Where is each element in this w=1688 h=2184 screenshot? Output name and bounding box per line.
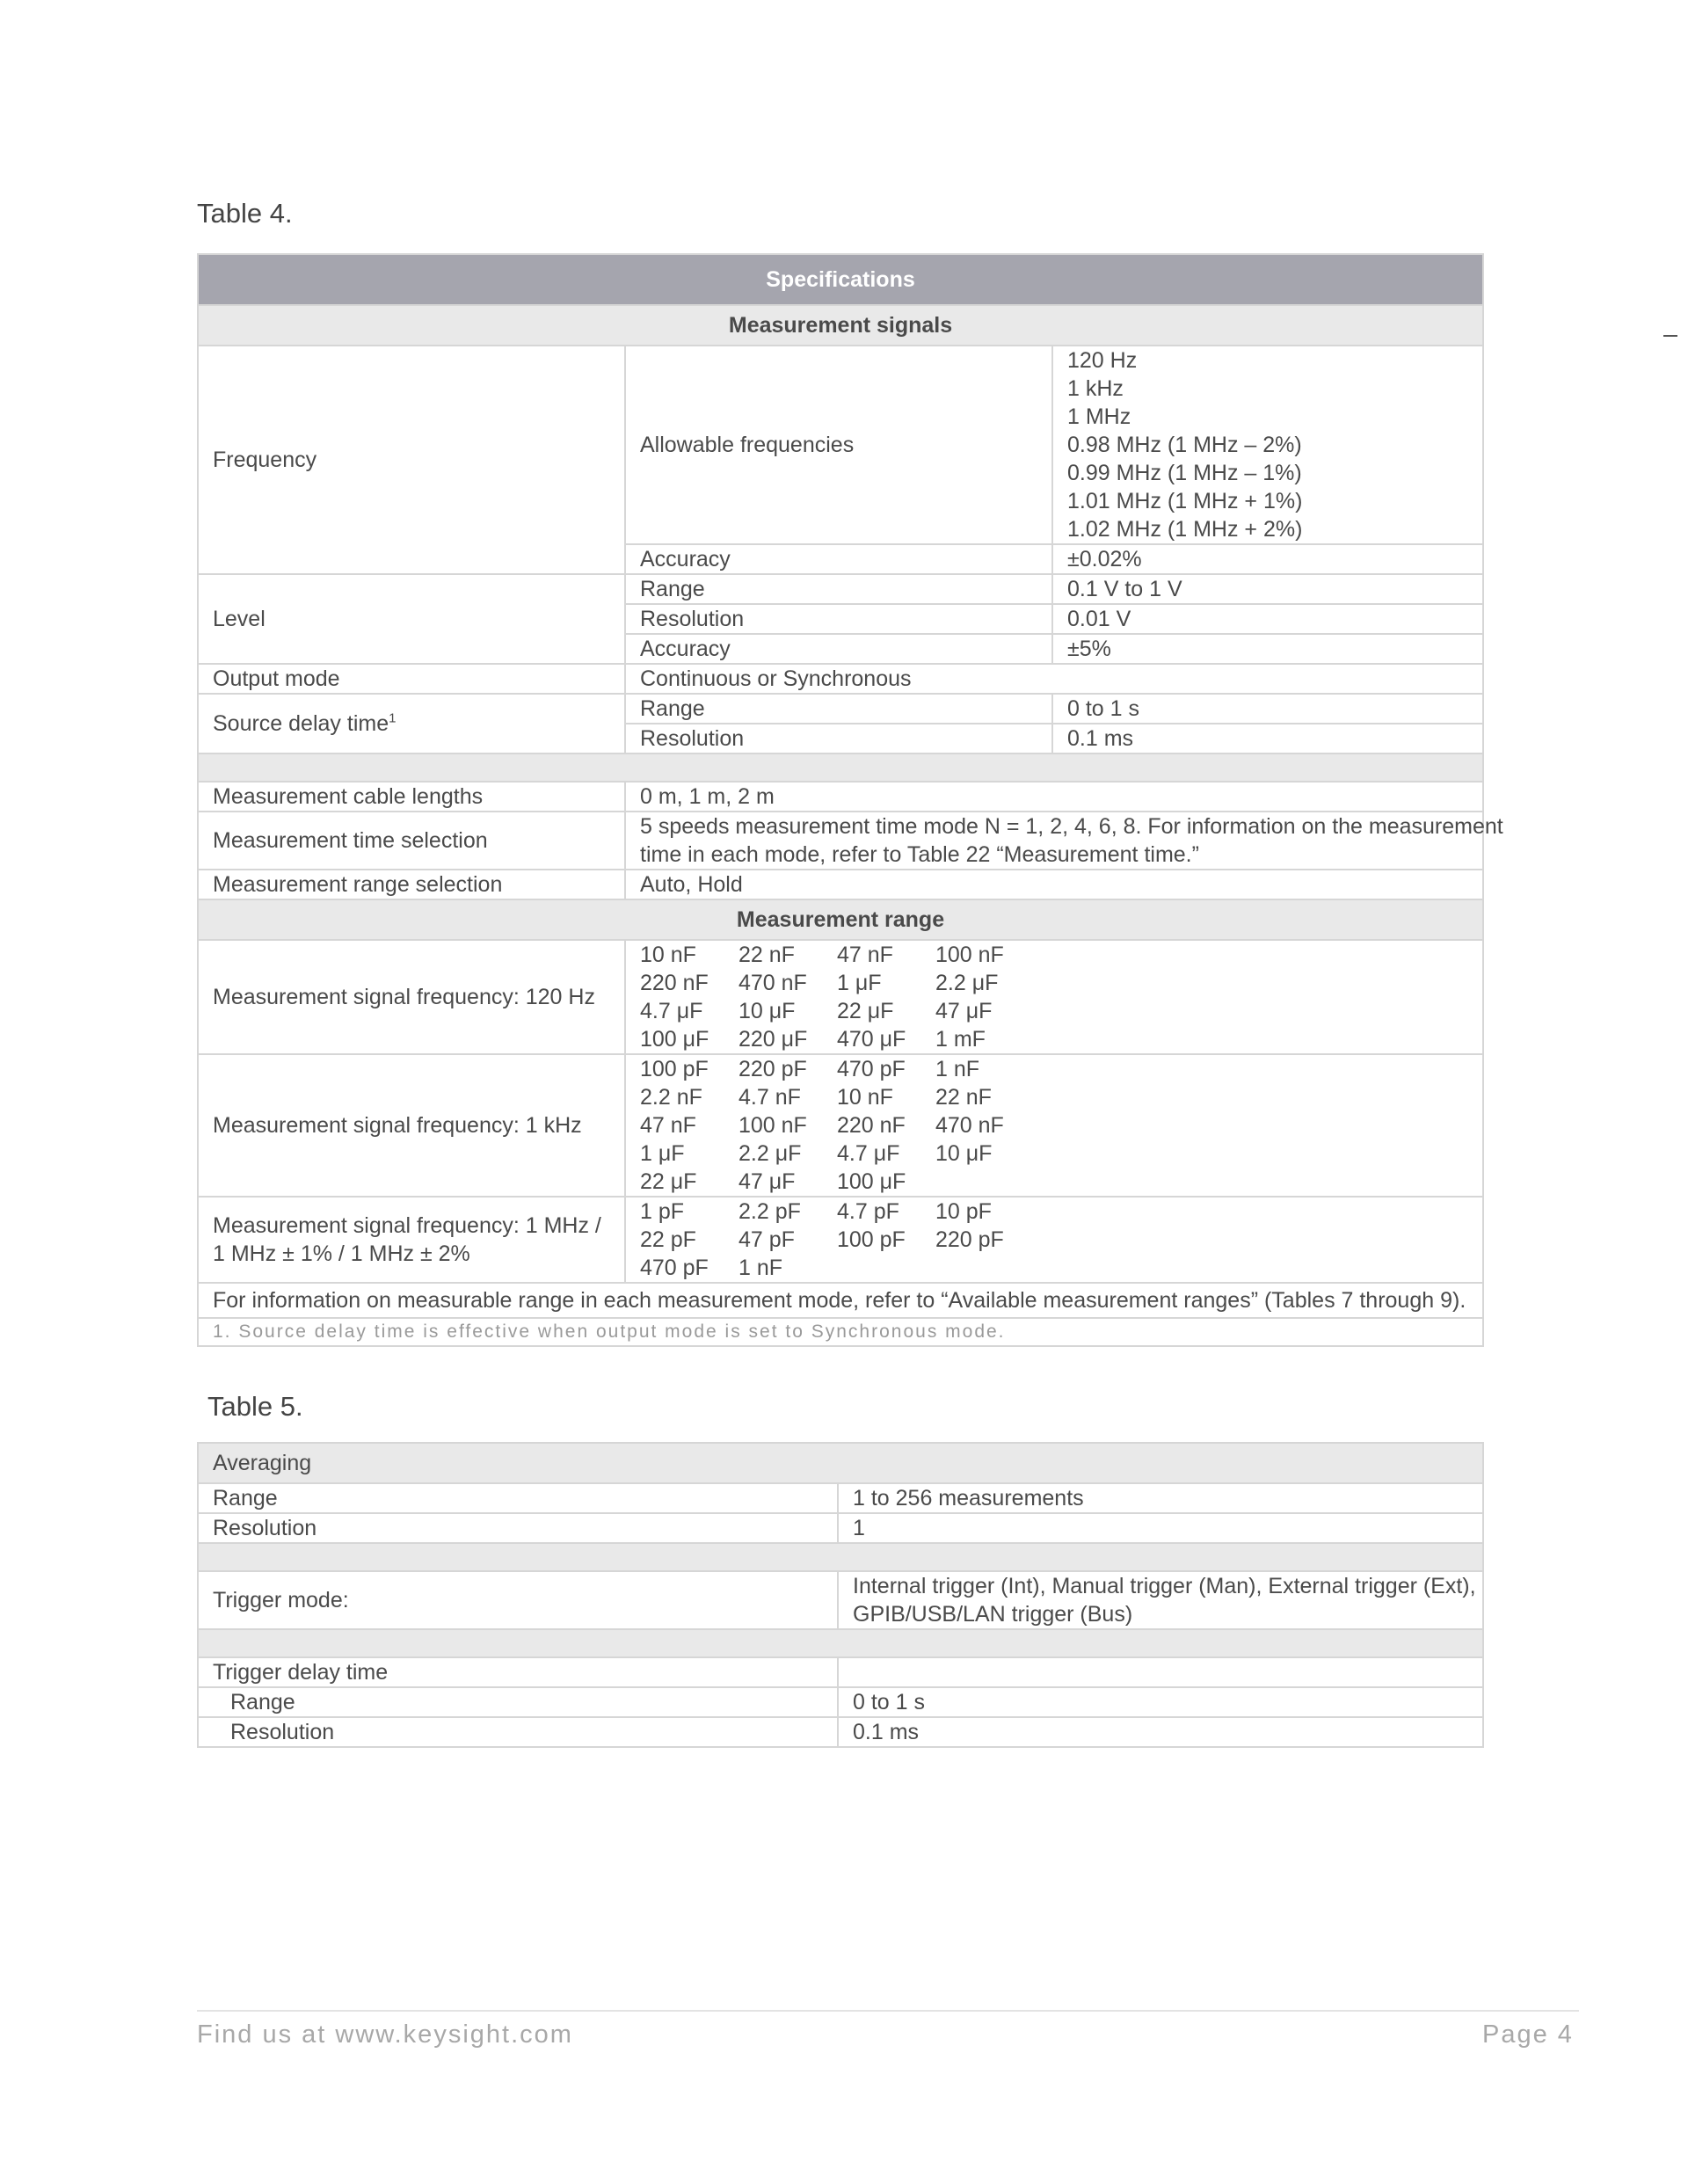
footer-divider — [197, 2010, 1579, 2012]
footnote: 1. Source delay time is effective when output mode is set to Synchronous mode. — [198, 1318, 1483, 1346]
td-range-label: Range — [198, 1687, 838, 1717]
avg-range-value: 1 to 256 measurements — [838, 1483, 1483, 1513]
output-mode-label: Output mode — [198, 664, 625, 694]
td-resolution-label: Resolution — [198, 1717, 838, 1747]
allowable-frequencies-values: 120 Hz 1 kHz 1 MHz 0.98 MHz (1 MHz – 2%) 0.99 MHz (1 MHz – 1%) 1.01 MHz (1 MHz + 1%) 1.02 MHz (1 MHz + 2%) — [1052, 346, 1483, 544]
range-1khz-label: Measurement signal frequency: 1 kHz — [198, 1054, 625, 1197]
frequency-label: Frequency — [198, 346, 625, 574]
spacer-row — [198, 1543, 1483, 1571]
specifications-table — [197, 253, 1503, 1347]
td-resolution-value: 0.1 ms — [838, 1717, 1483, 1747]
section-measurement-range: Measurement range — [198, 899, 1483, 940]
range-120hz-values: 10 nF 22 nF 47 nF 100 nF 220 nF 470 nF 1 μF 2.2 μF 4.7 μF 10 μF 22 μF 47 μF 100 μF 220 μF 470 μF 1 mF — [625, 940, 1483, 1054]
section-measurement-signals: Measurement signals — [198, 305, 1483, 346]
range-selection-value: Auto, Hold — [625, 870, 1483, 899]
time-selection-label: Measurement time selection — [198, 812, 625, 870]
level-resolution-value: 0.01 V — [1052, 604, 1483, 634]
table-header: Specifications — [198, 254, 1483, 305]
output-mode-value: Continuous or Synchronous — [625, 664, 1483, 694]
averaging-trigger-table — [197, 1442, 1484, 1748]
source-delay-label: Source delay time$^1$ — [198, 694, 625, 753]
averaging-heading: Averaging — [198, 1443, 1483, 1483]
avg-resolution-label: Resolution — [198, 1513, 838, 1543]
table4-caption: Table 4. — [197, 198, 293, 229]
source-delay-range-value: 0 to 1 s — [1052, 694, 1483, 724]
trigger-mode-label: Trigger mode: — [198, 1571, 838, 1629]
range-1khz-values: 100 pF 220 pF 470 pF 1 nF 2.2 nF 4.7 nF 10 nF 22 nF 47 nF 100 nF 220 nF 470 nF 1 μF 2.2 μF 4.7 μF 10 μF 22 μF 47 μF 100 μF — [625, 1054, 1483, 1197]
source-delay-resolution-value: 0.1 ms — [1052, 724, 1483, 753]
spacer-row — [198, 753, 1483, 782]
range-1mhz-values: 1 pF 2.2 pF 4.7 pF 10 pF 22 pF 47 pF 100 pF 220 pF 470 pF 1 nF — [625, 1197, 1483, 1283]
time-selection-value: 5 speeds measurement time mode N = 1, 2, 4, 6, 8. For information on the measurement time in each mode, refer to Table 22 “Measurement time.” — [625, 812, 1483, 870]
level-label: Level — [198, 574, 625, 664]
td-range-value: 0 to 1 s — [838, 1687, 1483, 1717]
level-range-label: Range — [625, 574, 1052, 604]
cable-lengths-value: 0 m, 1 m, 2 m — [625, 782, 1483, 812]
spacer-row — [198, 1629, 1483, 1657]
level-accuracy-value: ±5% — [1052, 634, 1483, 664]
trigger-delay-label: Trigger delay time — [198, 1657, 838, 1687]
trigger-mode-value: Internal trigger (Int), Manual trigger (Man), External trigger (Ext), GPIB/USB/LAN trigger (Bus) — [838, 1571, 1483, 1629]
allowable-frequencies-label: Allowable frequencies — [625, 346, 1052, 544]
source-delay-resolution-label: Resolution — [625, 724, 1052, 753]
footnote-marker: 1 — [389, 710, 397, 726]
range-info-note: For information on measurable range in each measurement mode, refer to “Available measurement ranges” (Tables 7 through 9). — [198, 1283, 1483, 1318]
range-1mhz-label: Measurement signal frequency: 1 MHz / 1 MHz ± 1% / 1 MHz ± 2% — [198, 1197, 625, 1283]
table5-caption: Table 5. — [207, 1391, 303, 1422]
trigger-delay-empty — [838, 1657, 1483, 1687]
edge-mark — [1663, 335, 1677, 337]
frequency-accuracy-label: Accuracy — [625, 544, 1052, 574]
page-number: Page 4 — [1482, 2020, 1574, 2049]
cable-lengths-label: Measurement cable lengths — [198, 782, 625, 812]
source-delay-range-label: Range — [625, 694, 1052, 724]
level-resolution-label: Resolution — [625, 604, 1052, 634]
avg-resolution-value: 1 — [838, 1513, 1483, 1543]
level-range-value: 0.1 V to 1 V — [1052, 574, 1483, 604]
footer-website: Find us at www.keysight.com — [197, 2020, 573, 2049]
avg-range-label: Range — [198, 1483, 838, 1513]
frequency-accuracy-value: ±0.02% — [1052, 544, 1483, 574]
level-accuracy-label: Accuracy — [625, 634, 1052, 664]
range-120hz-label: Measurement signal frequency: 120 Hz — [198, 940, 625, 1054]
range-selection-label: Measurement range selection — [198, 870, 625, 899]
